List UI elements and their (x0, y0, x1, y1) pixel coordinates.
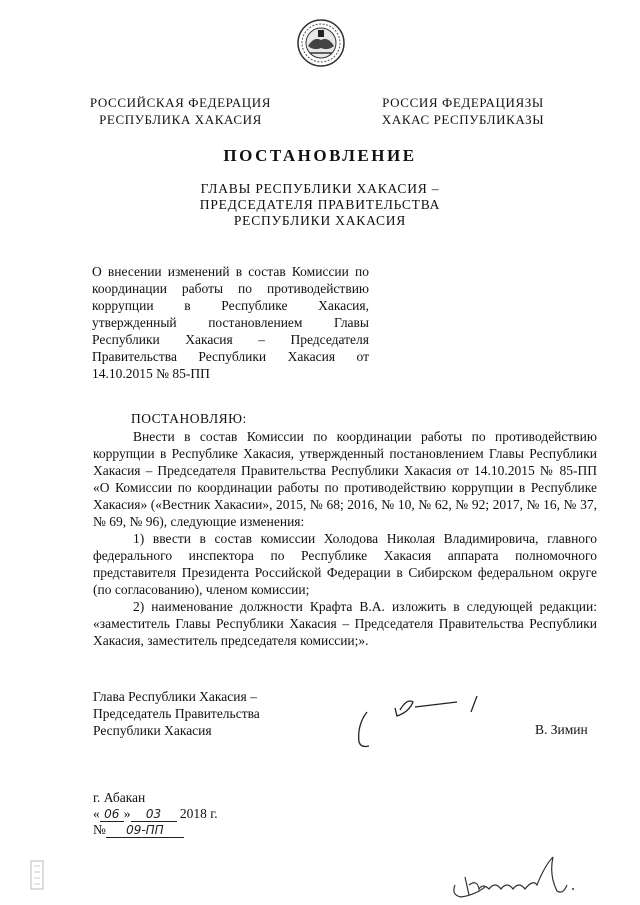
header-right-line-2: ХАКАС РЕСПУБЛИКАЗЫ (381, 112, 545, 127)
header-right (377, 94, 549, 128)
position-line: Республики Хакасия (93, 723, 212, 738)
subject-line: О внесении изменений в состав Комиссии по (92, 264, 369, 279)
subject-line: 14.10.2015 № 85-ПП (92, 366, 210, 381)
document-date (93, 806, 218, 822)
document-title: ПОСТАНОВЛЕНИЕ (223, 146, 417, 165)
subject-line: коррупции в Республике Хакасия, (92, 298, 369, 313)
margin-stamp (30, 860, 44, 890)
subject-line: утвержденный постановлением Главы (92, 315, 369, 330)
document-subtitle (0, 181, 640, 229)
subtitle-line-3: РЕСПУБЛИКИ ХАКАСИЯ (233, 213, 407, 228)
subject-line: Правительства Республики Хакасия от (92, 349, 369, 364)
number-value: 09-ПП (106, 823, 184, 838)
header-left-line-1: РОССИЙСКАЯ ФЕДЕРАЦИЯ (89, 95, 272, 110)
header-right-line-1: РОССИЯ ФЕДЕРАЦИЯЗЫ (382, 95, 544, 110)
body-paragraph: 2) наименование должности Крафта В.А. изложить в следующей редакции: «заместитель Главы Республики Хакасия – Председателя Правительства Республики Хакасия, заместитель председателя комиссии;». (93, 599, 597, 648)
decree-heading: ПОСТАНОВЛЯЮ: (131, 411, 247, 426)
document-subject (92, 263, 369, 382)
date-close-quote: » (123, 806, 131, 821)
handwritten-signature (345, 690, 495, 755)
subtitle-line-1: ГЛАВЫ РЕСПУБЛИКИ ХАКАСИЯ – (200, 181, 440, 196)
position-line: Председатель Правительства (93, 706, 260, 721)
document-number (93, 822, 184, 838)
body-paragraph: 1) ввести в состав комиссии Холодова Николая Владимировича, главного федерального инспектора по Республике Хакасия аппарата полномочного представителя Президента Российской Федерации в Сибирском федеральном округе (по согласованию), членом комиссии; (93, 531, 597, 597)
coat-of-arms-emblem (296, 18, 346, 68)
signer-name: В. Зимин (535, 722, 588, 737)
date-open-quote: « (93, 806, 100, 821)
subject-line: координации работы по противодействию (92, 281, 369, 296)
document-body (93, 428, 597, 649)
date-month: 03 (131, 807, 177, 822)
number-prefix: № (93, 822, 106, 837)
date-year: 2018 г. (179, 806, 218, 821)
date-day: 06 (100, 807, 124, 822)
subtitle-line-2: ПРЕДСЕДАТЕЛЯ ПРАВИТЕЛЬСТВА (199, 197, 441, 212)
position-line: Глава Республики Хакасия – (93, 689, 257, 704)
approval-signature (445, 855, 585, 900)
header-left (88, 94, 273, 128)
header-left-line-2: РЕСПУБЛИКА ХАКАСИЯ (99, 112, 262, 127)
subject-line: Республики Хакасия – Председателя (92, 332, 369, 347)
body-paragraph: Внести в состав Комиссии по координации работы по противодействию коррупции в Республике Хакасия, утвержденный постановлением Главы Республики Хакасия – Председателя Правительства Республики Хакасия от 14.10.2015 № 85-ПП «О Комиссии по координации работы по противодействию коррупции в Республике Хакасия» («Вестник Хакасии», 2015, № 68; 2016, № 10, № 62, № 92; 2017, № 16, № 37, № 69, № 96), следующие изменения: (93, 429, 597, 529)
signature-position (93, 688, 260, 739)
place-of-issue: г. Абакан (93, 790, 146, 805)
